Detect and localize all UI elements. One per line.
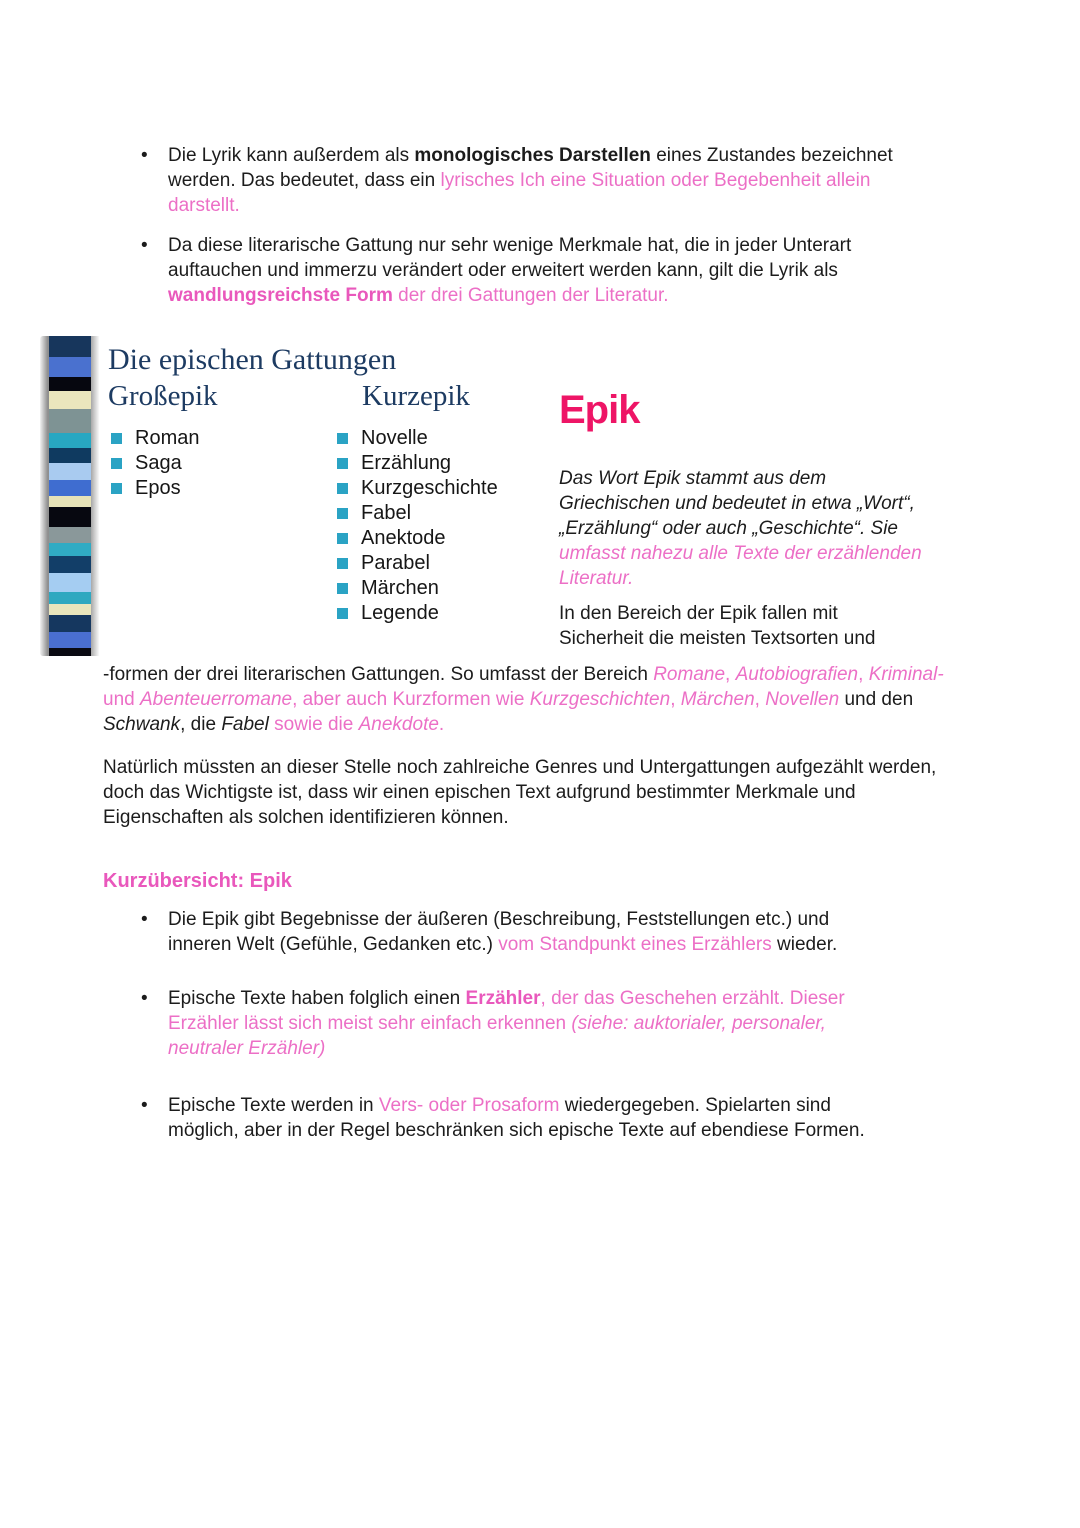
text-segment: Epische Texte haben folglich einen [168, 988, 466, 1009]
slide-list-grossepik [108, 426, 334, 626]
square-bullet-icon [111, 483, 122, 494]
square-bullet-icon [337, 483, 348, 494]
text-segment: Vers- oder Prosaform [378, 1095, 560, 1116]
slide-item-label: Märchen [361, 577, 439, 599]
text-segment: Die Epik gibt Begebnisse der äußeren (Beschreibung, Feststellungen etc.) und inneren Welt (Gefühle, Gedanken etc.) [168, 909, 830, 955]
stripe [49, 448, 91, 463]
slide-list-item [334, 551, 549, 576]
bullet-icon: • [141, 909, 148, 930]
text-segment: -formen der drei literarischen Gattungen. So umfasst der Bereich [103, 664, 654, 685]
bullet-icon: • [141, 988, 148, 1009]
slide-column-header-kurzepik: Kurzepik [362, 380, 470, 412]
slide-item-label: Anektode [361, 527, 446, 549]
square-bullet-icon [337, 583, 348, 594]
stripe-bar-edge [91, 336, 100, 656]
stripe [49, 463, 91, 480]
stripe [49, 480, 91, 496]
epik-heading: Epik [559, 388, 640, 432]
square-bullet-icon [337, 458, 348, 469]
text-segment: vom Standpunkt eines Erzählers [498, 934, 772, 955]
stripe [49, 409, 91, 433]
text-segment: , der das Geschehen erzählt. Dieser Erzähler lässt sich meist sehr einfach erkennen [168, 988, 845, 1034]
bullet-text [168, 907, 893, 957]
text-segment: Epische Texte werden in [168, 1095, 379, 1116]
bullet-text [168, 986, 893, 1061]
stripe [49, 391, 91, 410]
text-segment: eines Zustandes bezeichnet werden. Das bedeutet, dass ein [168, 145, 893, 191]
text-segment: monologisches Darstellen [414, 145, 651, 166]
text-segment: Erzähler [465, 988, 541, 1009]
stripe [49, 632, 91, 648]
slide-item-label: Epos [135, 477, 181, 499]
slide-item-label: Fabel [361, 502, 412, 524]
text-segment: Fabel [221, 714, 269, 735]
stripe [49, 615, 91, 632]
bullet-text [168, 1093, 893, 1143]
slide-column-header-grossepik: Großepik [108, 380, 218, 412]
text-segment: wandlungsreichste Form [168, 285, 393, 306]
text-segment: und den [839, 689, 914, 710]
list-item [103, 233, 893, 308]
text-segment: Novellen [765, 689, 840, 710]
text-segment: Kriminal- [868, 664, 944, 685]
stripe [49, 592, 91, 604]
text-segment: , [754, 689, 766, 710]
bullet-text [168, 143, 893, 218]
text-segment: , [670, 689, 681, 710]
text-segment: „Erzählung“ oder auch „Geschichte“. Sie [559, 518, 898, 539]
slide-item-label: Kurzgeschichte [361, 477, 498, 499]
slide-item-label: Legende [361, 602, 439, 624]
text-segment: Sicherheit die meisten Textsorten und [559, 628, 876, 649]
text-segment: , die [180, 714, 222, 735]
square-bullet-icon [337, 558, 348, 569]
paragraph-formen [103, 662, 980, 737]
slide-list-item [334, 501, 549, 526]
square-bullet-icon [337, 433, 348, 444]
text-segment: wieder. [771, 934, 838, 955]
slide-item-label: Saga [135, 452, 182, 474]
text-segment: , aber auch Kurzformen wie [292, 689, 530, 710]
text-segment: . [438, 714, 445, 735]
slide-list-item [334, 576, 549, 601]
slide-item-label: Parabel [361, 552, 430, 574]
text-segment: wiedergegeben. Spielarten sind möglich, aber in der Regel beschränken sich epische Texte auf ebendiese Formen. [168, 1095, 865, 1141]
epik-intro-paragraph [559, 466, 980, 591]
text-segment: In den Bereich der Epik fallen mit [559, 603, 838, 624]
slide-item-label: Roman [135, 427, 200, 449]
kurzuebersicht-bullet-list [103, 907, 980, 1143]
text-segment: , [858, 664, 869, 685]
text-segment: Anekdote [358, 714, 439, 735]
epik-column [559, 336, 980, 656]
slide-item-label: Erzählung [361, 452, 452, 474]
text-segment: Autobiografien [735, 664, 859, 685]
epik-continuation-paragraph [559, 601, 980, 651]
slide-list-item [108, 426, 334, 451]
text-segment: Romane [653, 664, 726, 685]
square-bullet-icon [337, 608, 348, 619]
text-segment: und [103, 689, 140, 710]
text-segment: Griechischen und bedeutet in etwa „Wort“, [559, 493, 915, 514]
slide-list-item [108, 476, 334, 501]
stripe [49, 433, 91, 448]
stripe-bar-edge [40, 336, 49, 656]
slide-column-headers [108, 379, 549, 414]
bullet-text [168, 233, 893, 308]
text-segment: Da diese literarische Gattung nur sehr wenige Merkmale hat, die in jeder Unterart auftauchen und immerzu verändert oder erweitert werden kann, gilt die Lyrik als [168, 235, 852, 281]
text-segment: sowie die [268, 714, 359, 735]
stripe [49, 377, 91, 390]
square-bullet-icon [111, 433, 122, 444]
square-bullet-icon [337, 508, 348, 519]
slide-list-item [334, 476, 549, 501]
text-segment: Märchen [680, 689, 755, 710]
bullet-icon: • [141, 235, 148, 256]
list-item [103, 986, 893, 1061]
slide-list-item [108, 451, 334, 476]
text-segment: der drei Gattungen der Literatur. [392, 285, 669, 306]
slide-list-item [334, 451, 549, 476]
text-segment: Literatur. [559, 568, 634, 589]
slide-title: Die epischen Gattungen [108, 343, 397, 376]
text-segment: Natürlich müssten an dieser Stelle noch zahlreiche Genres und Untergattungen aufgezählt werden, doch das Wichtigste ist, dass wir einen epischen Text aufgrund bestimmter Merkmale und Eigenschaften als solchen identifizieren können. [103, 757, 937, 828]
stripe [49, 336, 91, 357]
square-bullet-icon [111, 458, 122, 469]
text-segment: Kurzgeschichten [529, 689, 671, 710]
stripe [49, 573, 91, 592]
stripe [49, 507, 91, 527]
slide-list-kurzepik [334, 426, 549, 626]
stripe [49, 496, 91, 507]
list-item [103, 1093, 893, 1143]
square-bullet-icon [337, 533, 348, 544]
text-segment: Die Lyrik kann außerdem als [168, 145, 415, 166]
decorative-stripe-bar [40, 336, 100, 656]
paragraph-natuerlich [103, 755, 980, 830]
slide-item-label: Novelle [361, 427, 428, 449]
list-item [103, 143, 893, 218]
stripe [49, 543, 91, 556]
slide-content [100, 336, 549, 656]
lyrik-bullet-list [103, 143, 980, 308]
text-segment: umfasst nahezu alle Texte der erzählenden [559, 543, 922, 564]
bullet-icon: • [141, 1095, 148, 1116]
slide-image [40, 336, 549, 656]
stripe [49, 357, 91, 377]
stripe [49, 527, 91, 543]
text-segment: Schwank [103, 714, 181, 735]
epik-section [40, 336, 980, 656]
bullet-icon: • [141, 145, 148, 166]
kurzuebersicht-heading: Kurzübersicht: Epik [103, 870, 292, 892]
text-segment: , [725, 664, 736, 685]
stripe [49, 648, 91, 656]
slide-list-item [334, 526, 549, 551]
text-segment: (siehe: auktorialer, personaler, neutraler Erzähler) [168, 1013, 826, 1059]
text-segment: lyrisches Ich eine Situation oder Begebenheit allein darstellt. [168, 170, 871, 216]
text-segment: Abenteuerromane [139, 689, 293, 710]
stripe-colors [49, 336, 91, 656]
slide-list-item [334, 601, 549, 626]
stripe [49, 604, 91, 615]
text-segment: Das Wort Epik stammt aus dem [559, 468, 827, 489]
list-item [103, 907, 893, 957]
stripe [49, 556, 91, 573]
slide-columns [108, 426, 549, 626]
slide-list-item [334, 426, 549, 451]
